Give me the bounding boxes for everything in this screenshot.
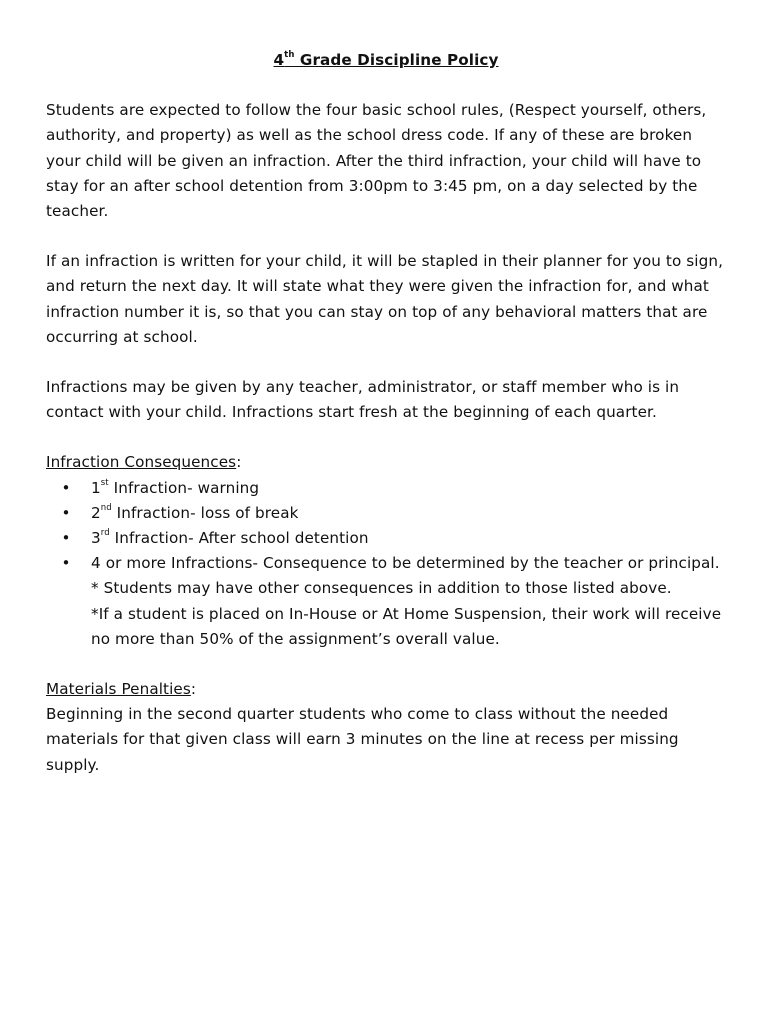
materials-heading-text: Materials Penalties [46,680,191,699]
title-text: Grade Discipline Policy [294,51,499,69]
consequences-heading-colon: : [236,453,242,472]
item-text: Infraction- After school detention [109,529,369,548]
planner-paragraph: If an infraction is written for your child, it will be stapled in their planner for you to sign, and return the next day. It will state what they were given the infraction for, and what infraction number it is, so that you can stay on top of any behavioral matters that are occurring at school. [46,252,724,346]
materials-heading-colon: : [190,680,197,699]
bullet-icon: • [61,478,71,497]
note-text: *If a student is placed on In-House or At Home Suspension, their work will receive no more than 50% of the assignment’s overall value. [91,604,722,648]
item-ordinal-suffix: nd [100,502,112,513]
item-text: 4 or more Infractions- Consequence to be determined by the teacher or principal. [91,554,720,573]
materials-heading [46,677,726,702]
list-item [46,551,726,576]
who-gives-infractions-paragraph: Infractions may be given by any teacher, administrator, or staff member who is in contact with your child. Infractions start fresh at the beginning of each quarter. [46,378,680,422]
item-ordinal-suffix: rd [100,527,110,538]
bullet-icon: • [61,529,71,548]
item-text: Infraction- warning [108,478,260,497]
note-item [46,602,726,652]
list-item [46,526,726,551]
rules-paragraph: Students are expected to follow the four basic school rules, (Respect yourself, others, authority, and property) as well as the school dress code. If any of these are broken your child will be given an infraction. After the third infraction, your child will have to stay for an after school detention from 3:00pm to 3:45 pm, on a day selected by the teacher. [46,101,707,221]
item-ordinal-suffix: st [100,477,109,488]
list-item [46,476,726,501]
title-ordinal-suffix: th [284,49,295,60]
bullet-icon: • [61,554,71,573]
bullet-icon: • [61,503,71,522]
consequences-heading [46,450,726,475]
document-title [46,48,726,73]
item-number: 1 [91,478,101,497]
note-text: * Students may have other consequences in addition to those listed above. [91,579,672,598]
materials-paragraph: Beginning in the second quarter students who come to class without the needed materials for that given class will earn 3 minutes on the line at recess per missing supply. [46,705,679,774]
item-number: 3 [91,529,101,548]
consequences-heading-text: Infraction Consequences [46,453,237,472]
consequences-list [46,476,726,652]
title-grade-number: 4 [273,51,285,69]
item-number: 2 [91,503,101,522]
item-text: Infraction- loss of break [111,503,299,522]
document-body [46,48,726,803]
list-item [46,501,726,526]
note-item [46,576,726,601]
